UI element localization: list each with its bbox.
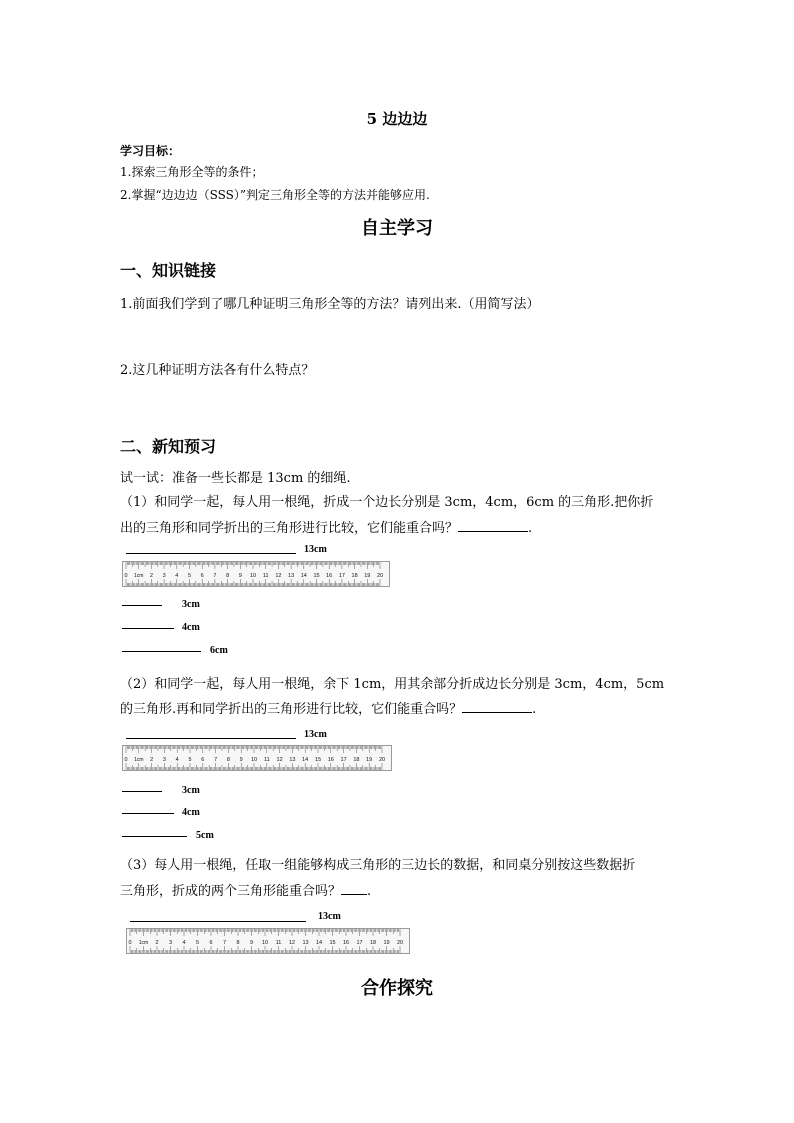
segment-label-4cm: 4cm <box>182 622 200 633</box>
section-title-self-study: 自主学习 <box>361 218 433 239</box>
rope-label: 13cm <box>304 729 327 740</box>
ruler <box>122 745 392 771</box>
segment-label-6cm: 6cm <box>210 645 228 656</box>
ruler-number: 5 <box>188 757 192 763</box>
ruler-number: 9 <box>238 573 242 579</box>
rope-label: 13cm <box>318 911 341 922</box>
section-title-cooperative: 合作探究 <box>361 978 433 999</box>
ruler-number: 4 <box>175 757 179 763</box>
ruler-number: 14 <box>300 573 307 579</box>
task-3-line-2: 三角形，折成的两个三角形能重合吗？ . <box>120 884 372 899</box>
segment-3cm <box>122 791 162 792</box>
ruler-unit-label: 1cm <box>138 940 149 946</box>
answer-blank-1[interactable] <box>458 519 528 532</box>
task-1-line-1: （1）和同学一起，每人用一根绳，折成一个边长分别是 3cm，4cm，6cm 的三角形.把你折 <box>120 495 654 510</box>
ruler-number: 11 <box>262 573 269 579</box>
ruler-number: 8 <box>226 757 230 763</box>
ruler-number: 7 <box>214 757 218 763</box>
objective-item-2: 2.掌握“边边边（SSS）”判定三角形全等的方法并能够应用. <box>120 188 430 202</box>
ruler-number: 3 <box>168 940 173 946</box>
ruler-number: 5 <box>195 940 200 946</box>
task-1-text: 出的三角形和同学折出的三角形进行比较，它们能重合吗？ <box>120 521 459 536</box>
segment-label-3cm: 3cm <box>182 785 200 796</box>
ruler-number: 0 <box>124 573 128 579</box>
ruler-unit-label: 1cm <box>134 757 144 763</box>
ruler-number: 9 <box>239 757 243 763</box>
task-2-line-2: 的三角形.再和同学折出的三角形进行比较，它们能重合吗？ . <box>120 702 537 717</box>
part-two-heading: 二、新知预习 <box>120 437 217 456</box>
rope-line <box>130 921 306 922</box>
task-2-line-1: （2）和同学一起，每人用一根绳，余下 1cm，用其余部分折成边长分别是 3cm，4cm，5cm <box>120 677 665 692</box>
ruler-number: 19 <box>364 573 371 579</box>
segment-3cm <box>122 605 162 606</box>
ruler-number: 10 <box>249 573 257 579</box>
part-one-heading: 一、知识链接 <box>120 261 217 280</box>
ruler-number: 2 <box>155 940 159 946</box>
ruler-number: 20 <box>378 757 386 763</box>
segment-label-3cm: 3cm <box>182 599 200 610</box>
ruler-number: 7 <box>213 573 217 579</box>
lesson-title: 5 边边边 <box>366 110 428 128</box>
segment-5cm <box>122 836 187 837</box>
question-1: 1.前面我们学到了哪几种证明三角形全等的方法？请列出来.（用简写法） <box>120 297 540 312</box>
ruler-number: 16 <box>342 940 350 946</box>
task-2-text: 的三角形.再和同学折出的三角形进行比较，它们能重合吗？ <box>120 702 463 717</box>
ruler-number: 12 <box>276 757 283 763</box>
ruler-unit-label: 1cm <box>133 573 144 579</box>
ruler-number: 6 <box>209 940 213 946</box>
ruler-number: 14 <box>302 757 309 763</box>
ruler-number: 13 <box>288 573 295 579</box>
ruler <box>126 928 410 954</box>
ruler-number: 15 <box>329 940 336 946</box>
part-two-intro: 试一试：准备一些长都是 13cm 的细绳. <box>120 471 351 486</box>
task-3-line-1: （3）每人用一根绳，任取一组能够构成三角形的三边长的数据，和同桌分别按这些数据折 <box>120 858 636 873</box>
segment-label-4cm: 4cm <box>182 807 200 818</box>
ruler-number: 15 <box>313 573 320 579</box>
ruler-number: 6 <box>201 757 205 763</box>
ruler-number: 2 <box>149 573 153 579</box>
ruler-number: 15 <box>314 757 322 763</box>
answer-blank-3[interactable] <box>341 882 367 895</box>
question-2: 2.这几种证明方法各有什么特点？ <box>120 363 315 378</box>
ruler-number: 0 <box>128 940 132 946</box>
ruler-number: 2 <box>150 757 154 763</box>
task-3-text: 三角形，折成的两个三角形能重合吗？ <box>120 884 342 899</box>
ruler-number: 3 <box>162 757 166 763</box>
ruler-number: 3 <box>162 573 166 579</box>
ruler-number: 4 <box>175 573 179 579</box>
ruler-number: 18 <box>353 757 360 763</box>
ruler-number: 19 <box>366 757 373 763</box>
segment-6cm <box>122 651 201 652</box>
objective-item-1: 1.探索三角形全等的条件； <box>120 165 264 179</box>
ruler-number: 0 <box>124 757 128 763</box>
ruler-number: 16 <box>326 573 333 579</box>
ruler <box>122 561 390 587</box>
answer-blank-2[interactable] <box>462 700 532 713</box>
ruler-number: 8 <box>236 940 240 946</box>
rope-line <box>126 553 296 554</box>
ruler-number: 10 <box>261 940 269 946</box>
ruler-number: 20 <box>376 573 384 579</box>
task-1-line-2: 出的三角形和同学折出的三角形进行比较，它们能重合吗？ . <box>120 521 533 536</box>
segment-4cm <box>122 813 174 814</box>
ruler-number: 9 <box>249 940 254 946</box>
ruler-number: 18 <box>369 940 377 946</box>
ruler-number: 10 <box>250 757 258 763</box>
ruler-number: 4 <box>182 940 186 946</box>
ruler-number: 13 <box>289 757 296 763</box>
ruler-number: 8 <box>226 573 230 579</box>
ruler-number: 17 <box>356 940 363 946</box>
ruler-number: 11 <box>275 940 282 946</box>
ruler-number: 19 <box>383 940 390 946</box>
ruler-number: 17 <box>340 757 347 763</box>
ruler-number: 5 <box>187 573 192 579</box>
segment-label-5cm: 5cm <box>196 830 214 841</box>
ruler-number: 16 <box>327 757 334 763</box>
rope-line <box>126 738 296 739</box>
ruler-number: 6 <box>200 573 204 579</box>
ruler-number: 11 <box>263 757 270 763</box>
ruler-number: 12 <box>288 940 296 946</box>
ruler-number: 14 <box>315 940 323 946</box>
ruler-number: 20 <box>396 940 404 946</box>
rope-label: 13cm <box>304 544 327 555</box>
ruler-number: 17 <box>338 573 345 579</box>
objectives-heading: 学习目标： <box>120 144 181 158</box>
ruler-number: 13 <box>302 940 309 946</box>
ruler-number: 7 <box>222 940 227 946</box>
ruler-number: 18 <box>351 573 358 579</box>
ruler-number: 12 <box>275 573 282 579</box>
segment-4cm <box>122 628 174 629</box>
